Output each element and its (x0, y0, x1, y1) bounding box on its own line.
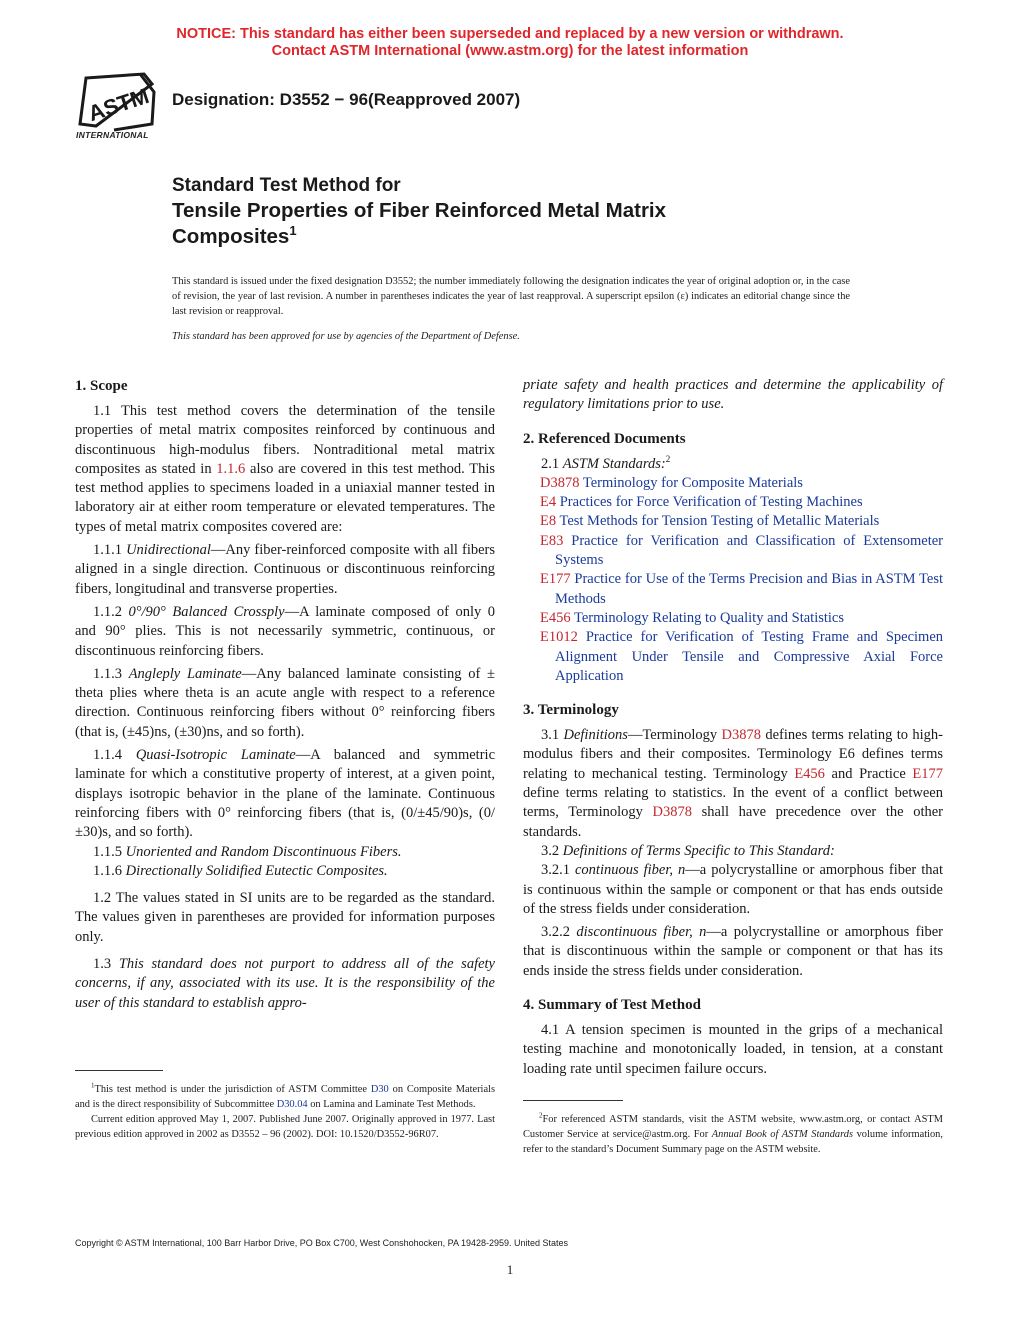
footnote-divider-right (523, 1100, 623, 1101)
reference-item[interactable] (523, 609, 943, 628)
notice-line-2: Contact ASTM International (www.astm.org) for the latest information (271, 43, 749, 59)
referenced-documents-list (523, 474, 943, 686)
para-3-2-2: 3.2.2 discontinuous fiber, n—a polycrystalline or amorphous fiber that is discontinuous within the sample or component or that has its ends inside the stress fields under consideration. (523, 924, 944, 979)
notice-line-1: NOTICE: This standard has either been superseded and replaced by a new version or withdrawn. (176, 26, 844, 42)
page-number: 1 (506, 1262, 514, 1277)
reference-title-link[interactable]: Practice for Verification of Testing Frame and Specimen Alignment Under Tensile and Compressive Axial Force Application (555, 629, 943, 684)
para-1-2: 1.2 The values stated in SI units are to be regarded as the standard. The values given in parentheses are provided for information purposes only. (75, 890, 495, 945)
document-title (172, 174, 872, 250)
reference-item[interactable] (523, 532, 943, 571)
reference-item[interactable] (523, 493, 943, 512)
para-1-1-4: 1.1.4 Quasi-Isotropic Laminate—A balanced and symmetric laminate for which a constitutive property of interest, at a given point, displays isotropic behavior in the plane of the laminate. Continuous reinforcing fibers with 0° reinforcing fibers (that is, (0/±45/90)s, (0/±30)s, and so forth). (75, 747, 496, 841)
section-heading-scope: 1. Scope (75, 378, 128, 394)
para-3-2: 3.2 Definitions of Terms Specific to This Standard: (541, 842, 835, 859)
reference-code-link[interactable]: E456 (540, 609, 571, 626)
right-column (523, 376, 943, 1079)
dod-approval-statement: This standard has been approved for use by agencies of the Department of Defense. (172, 331, 520, 342)
link-1-1-6[interactable]: 1.1.6 (216, 460, 246, 477)
title-footnote-mark[interactable]: 1 (289, 223, 297, 239)
logo-subtitle: INTERNATIONAL (76, 130, 149, 140)
title-line-1: Standard Test Method for (172, 175, 401, 196)
para-1-1-1: 1.1.1 Unidirectional—Any fiber-reinforced composite with all fibers aligned in a single direction. Continuous or discontinuous reinforcing fibers, longitudinal and transverse properties. (75, 542, 496, 597)
logo-text: ASTM (85, 83, 153, 127)
section-heading-summary: 4. Summary of Test Method (523, 997, 701, 1014)
title-line-3: Composites$^1$ (172, 223, 297, 248)
link-e177[interactable]: E177 (912, 765, 943, 782)
designation: Designation: D3552 − 96(Reapproved 2007) (172, 90, 521, 109)
para-2-1: 2.1 ASTM Standards:$^2$ (541, 453, 671, 472)
left-column (75, 376, 495, 1013)
link-d30[interactable]: D30 (370, 1084, 389, 1095)
reference-item[interactable] (523, 570, 943, 609)
footnote-2: $^2$For referenced ASTM standards, visit the ASTM website, www.astm.org, or contact ASTM Customer Service at service@astm.org. For Annual Book of ASTM Standards volume information, refer to the standard’s Document Summary page on the ASTM website. (523, 1111, 943, 1155)
reference-title-link[interactable]: Test Methods for Tension Testing of Metallic Materials (559, 513, 880, 530)
reference-title-link[interactable]: Practices for Force Verification of Testing Machines (559, 494, 863, 511)
para-1-1-2: 1.1.2 0°/90° Balanced Crossply—A laminate composed of only 0 and 90° plies. This is not necessarily symmetric, continuous, or discontinuous reinforcing fibers. (75, 603, 495, 659)
section-heading-referenced-documents: 2. Referenced Documents (523, 430, 686, 447)
para-4-1: 4.1 A tension specimen is mounted in the grips of a mechanical testing machine and monotonically loaded, in tension, at a constant loading rate until specimen failure occurs. (523, 1022, 943, 1077)
reference-code-link[interactable]: E83 (540, 532, 564, 549)
title-line-2: Tensile Properties of Fiber Reinforced Metal Matrix (172, 199, 667, 222)
reference-item[interactable] (523, 512, 943, 531)
reference-code-link[interactable]: E4 (540, 494, 557, 511)
footnote-1: $^1$This test method is under the jurisdiction of ASTM Committee D30 on Composite Materials and is the direct responsibility of Subcommittee D30.04 on Lamina and Laminate Test Methods. Current edition approved May 1, 2007. Published June 2007. Originally approved in 1977. Last previous edition approved in 2002 as D3552 – 96 (2002). DOI: 10.1520/D3552-96R07. (75, 1081, 495, 1140)
link-d30-04[interactable]: D30.04 (276, 1099, 308, 1110)
reference-title-link[interactable]: Practice for Verification and Classification of Extensometer Systems (555, 532, 943, 569)
para-1-1-3: 1.1.3 Angleply Laminate—Any balanced laminate consisting of ± theta plies where theta is an acute angle with respect to a reference direction. Continuous reinforcing fibers without 0° reinforcing fibers (that is, (±45)ns, (±30)ns, and so forth). (75, 665, 495, 740)
link-d3878[interactable]: D3878 (721, 727, 761, 744)
reference-item[interactable] (523, 628, 943, 686)
supersede-notice (0, 26, 1020, 60)
link-e456[interactable]: E456 (794, 765, 825, 782)
link-d3878-2[interactable]: D3878 (652, 804, 693, 821)
para-3-1: 3.1 Definitions—Terminology D3878 defines terms relating to high-modulus fibers and their composites. Terminology E6 defines terms relating to mechanical testing. Terminology E456 and Practice E177 define terms relating to statistics. In the event of a conflict between terms, Terminology D3878 shall have precedence over the other standards. (523, 727, 944, 840)
reference-title-link[interactable]: Terminology Relating to Quality and Statistics (573, 609, 845, 626)
reference-title-link[interactable]: Terminology for Composite Materials (582, 474, 803, 491)
reference-code-link[interactable]: E177 (540, 571, 571, 588)
issuance-statement: This standard is issued under the fixed designation D3552; the number immediately following the designation indicates the year of original adoption or, in the case of revision, the year of last revision. A number in parentheses indicates the year of last reapproval. A superscript epsilon (ε) indicates an editorial change since the last revision or reapproval. (172, 276, 850, 317)
reference-code-link[interactable]: E8 (540, 513, 557, 530)
para-3-2-1: 3.2.1 continuous fiber, n—a polycrystalline or amorphous fiber that is continuous within the sample or component or that has ends outside of the stress fields under consideration. (523, 862, 943, 917)
para-1-1-5: 1.1.5 Unoriented and Random Discontinuous Fibers. (93, 843, 402, 860)
section-heading-terminology: 3. Terminology (523, 702, 619, 719)
para-1-1: 1.1 This test method covers the determination of the tensile properties of metal matrix composites reinforced by continuous and discontinuous high-modulus fibers. Nontraditional metal matrix composites as stated in 1.1.6 also are covered in this test method. This test method applies to specimens loaded in a uniaxial manner tested in laboratory air at either room temperature or elevated temperatures. The types of metal matrix composites covered are: (75, 403, 495, 535)
footnote-divider-left (75, 1070, 163, 1071)
copyright-line: Copyright © ASTM International, 100 Barr Harbor Drive, PO Box C700, West Conshohocken, PA 19428-2959. United States (75, 1238, 569, 1248)
reference-item[interactable] (523, 474, 943, 493)
para-1-3: 1.3 This standard does not purport to address all of the safety concerns, if any, associated with its use. It is the responsibility of the user of this standard to establish appro- (75, 956, 495, 1011)
reference-code-link[interactable]: D3878 (540, 474, 580, 491)
para-1-3-continued: priate safety and health practices and determine the applicability of regulatory limitations prior to use. (523, 377, 943, 413)
reference-code-link[interactable]: E1012 (540, 629, 578, 646)
reference-title-link[interactable]: Practice for Use of the Terms Precision and Bias in ASTM Test Methods (555, 571, 943, 607)
para-1-1-6: 1.1.6 Directionally Solidified Eutectic Composites. (93, 862, 388, 879)
